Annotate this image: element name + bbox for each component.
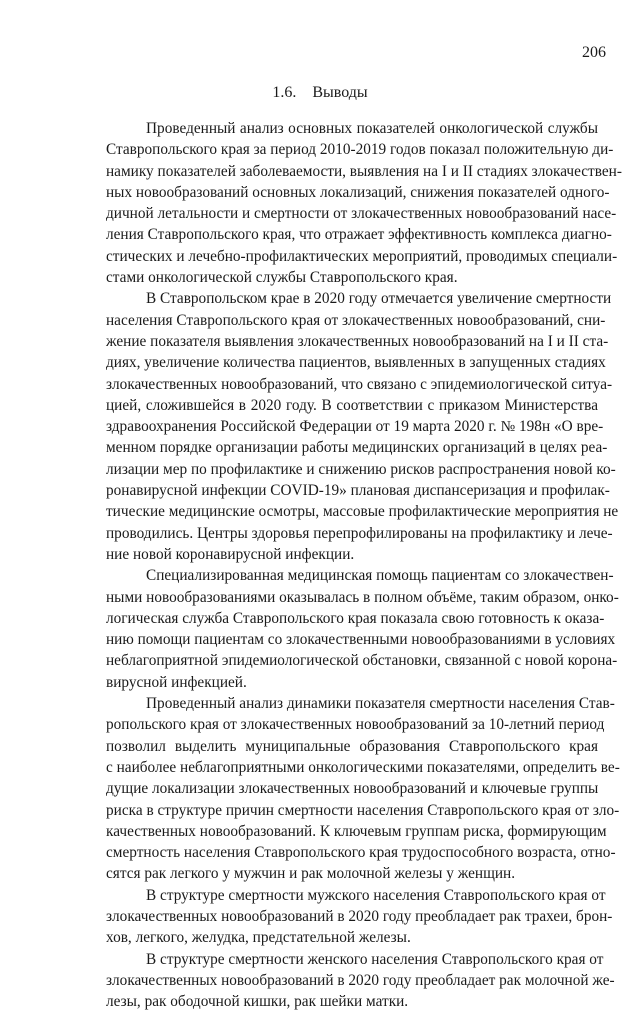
text-line: проводились. Центры здоровья перепрофилированы на профилактику и лече-	[106, 524, 613, 542]
text-line: лизации мер по профилактике и снижению рисков распространения новой ко-	[106, 460, 616, 478]
text-line: В структуре смертности мужского населения Ставропольского края от	[146, 886, 606, 904]
paragraph	[106, 885, 613, 949]
text-line: населения Ставропольского края от злокачественных новообразований, сни-	[106, 311, 606, 329]
text-line: В Ставропольском крае в 2020 году отмечается увеличение смертности	[146, 290, 612, 308]
text-line: жение показателя выявления злокачественных новообразований на I и II ста-	[106, 332, 609, 350]
text-line: риска в структуре причин смертности населения Ставропольского края от зло-	[106, 801, 620, 819]
text-line: здравоохранения Российской Федерации от 19 марта 2020 г. № 198н «О вре-	[106, 418, 604, 436]
text-line: злокачественных новообразований в 2020 году преобладает рак молочной же-	[106, 971, 615, 989]
text-line: хов, легкого, желудка, предстательной железы.	[106, 929, 411, 947]
text-line: ления Ставропольского края, что отражает эффективность комплекса диагно-	[106, 226, 612, 244]
section-title: 1.6. Выводы	[272, 84, 368, 101]
text-line: менном порядке организации работы медицинских организаций в целях реа-	[106, 439, 608, 457]
text-line: качественных новообразований. К ключевым группам риска, формирующим	[106, 822, 607, 840]
text-line: Специализированная медицинская помощь пациентам со злокачествен-	[146, 567, 614, 585]
text-line: лезы, рак ободочной кишки, рак шейки матки.	[106, 993, 409, 1011]
text-line: смертность населения Ставропольского края трудоспособного возраста, отно-	[106, 844, 616, 862]
text-line: неблагоприятной эпидемиологической обстановки, связанной с новой корона-	[106, 652, 618, 670]
text-line: дичной летальности и смертности от злокачественных новообразований насе-	[106, 205, 617, 223]
text-line: злокачественных новообразований в 2020 году преобладает рак трахеи, брон-	[106, 907, 613, 925]
text-line: ных новообразований основных локализаций, снижения показателей одного-	[106, 183, 610, 201]
text-line: Проведенный анализ основных показателей онкологической службы	[146, 120, 598, 137]
text-line: стами онкологической службы Ставропольского края.	[106, 269, 458, 287]
text-line: нию помощи пациентам со злокачественными новообразованиями в условиях	[106, 631, 616, 649]
text-line: диях, увеличение количества пациентов, выявленных в запущенных стадиях	[106, 354, 606, 372]
text-line: злокачественных новообразований, что связано с эпидемиологической ситуа-	[106, 375, 613, 393]
text-line: В структуре смертности женского населения Ставропольского края от	[146, 950, 604, 968]
paragraph	[106, 693, 620, 885]
text-line: сятся рак легкого у мужчин и рак молочной железы у женщин.	[106, 865, 516, 883]
paragraph	[106, 949, 615, 1012]
text-line: стических и лечебно-профилактических мероприятий, проводимых специали-	[106, 247, 618, 265]
text-line: ронавирусной инфекции COVID-19» плановая диспансеризация и профилак-	[106, 482, 610, 500]
paragraph	[106, 565, 619, 693]
text-line: позволил выделить муниципальные образования Ставропольского края	[106, 737, 598, 755]
paragraph	[106, 118, 622, 288]
text-line: дущие локализации злокачественных новообразований и ключевые группы	[106, 780, 599, 798]
text-line: Ставропольского края за период 2010-2019 годов показал положительную ди-	[106, 141, 614, 159]
text-line: намику показателей заболеваемости, выявления на I и II стадиях злокачествен-	[106, 162, 622, 180]
text-line: ние новой коронавирусной инфекции.	[106, 545, 355, 563]
text-line: с наиболее неблагоприятными онкологическими показателями, определить ве-	[106, 758, 620, 776]
page-number: 206	[582, 44, 606, 61]
text-line: ными новообразованиями оказывалась в полном объёме, таким образом, онко-	[106, 588, 619, 606]
text-line: логическая служба Ставропольского края показала свою готовность к оказа-	[106, 609, 605, 627]
text-line: Проведенный анализ динамики показателя смертности населения Став-	[146, 695, 615, 713]
document-body	[106, 118, 622, 1012]
text-line: цией, сложившейся в 2020 году. В соответствии с приказом Министерства	[106, 396, 598, 414]
text-line: тические медицинские осмотры, массовые профилактические мероприятия не	[106, 503, 619, 521]
text-line: вирусной инфекцией.	[106, 673, 247, 691]
paragraph	[106, 288, 619, 565]
text-line: ропольского края от злокачественных новообразований за 10-летний период	[106, 716, 605, 734]
